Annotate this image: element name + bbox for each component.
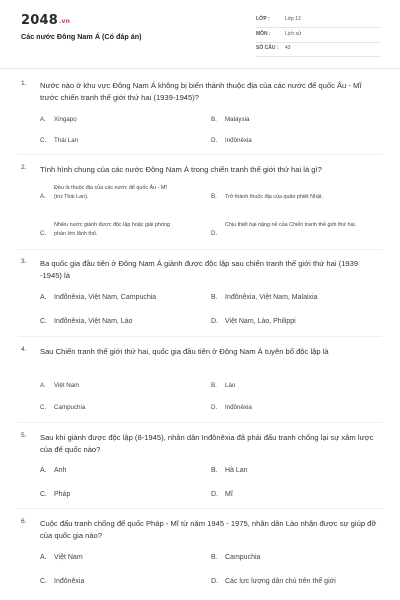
option-letter: C. — [40, 318, 47, 325]
option-text: Trở thành thuộc địa của quân phiệt Nhật. — [225, 194, 324, 200]
option-letter: A. — [40, 294, 47, 301]
question-text: Nước nào ở khu vực Đông Nam Á không bị biến thành thuộc địa của các nước đế quốc Âu - Mĩ trước chiến tranh thế giới thứ hai (1939-1945)? — [40, 81, 362, 103]
meta-row-count — [256, 43, 381, 57]
option-letter: B. — [211, 467, 218, 474]
option-text: Inđônêxia — [225, 137, 252, 144]
option-letter: A. — [40, 382, 46, 389]
option-text: Inđônêxia — [225, 404, 252, 411]
option-letter: A. — [40, 467, 47, 474]
option-text: Campuchia — [54, 404, 86, 411]
option-text: Việt Nam — [54, 554, 83, 561]
option-text: Mĩ — [225, 491, 233, 498]
option-letter: A. — [40, 116, 46, 123]
option-text: Malaysia — [225, 116, 250, 123]
meta-value-count: 43 — [285, 45, 291, 51]
option-letter: A. — [40, 554, 47, 561]
header-divider — [0, 68, 400, 69]
option-letter: B. — [211, 116, 217, 123]
option-text: Các lực lượng dân chủ trên thế giới — [225, 578, 336, 585]
option-letter: D. — [211, 491, 218, 498]
question-text: Ba quốc gia đầu tiên ở Đông Nam Á giành được độc lập sau chiến tranh thế giới thứ hai (1939 -1945) là — [40, 259, 359, 281]
meta-value-class: Lớp 12 — [285, 16, 301, 22]
option-letter: B. — [211, 294, 218, 301]
question-number: 1. — [21, 80, 27, 87]
option-letter: B. — [211, 193, 217, 200]
question-text: Sau khi giành được độc lập (8-1945), nhân dân Inđônêxia đã phải đấu tranh chống lại sự xâm lược của đế quốc nào? — [40, 433, 374, 455]
option-letter: C. — [40, 578, 47, 585]
question-divider — [18, 508, 382, 509]
question-number: 4. — [21, 346, 27, 353]
question-divider — [18, 336, 382, 337]
option-text: Hà Lan — [225, 467, 248, 474]
option-letter: D. — [211, 404, 218, 411]
logo-domain: .vn — [58, 18, 71, 25]
question-number: 3. — [21, 258, 27, 265]
option-text: Inđônêxia, Việt Nam, Malaixia — [225, 294, 318, 301]
option-text: Nhiều nước giành được độc lập hoặc giải phóng phần lớn lãnh thổ. — [54, 222, 170, 237]
option-text: Campuchia — [225, 554, 261, 561]
option-text: Chịu thiệt hại nặng nề của Chiến tranh thế giới thứ hai. — [225, 222, 357, 228]
option-letter: B. — [211, 554, 218, 561]
document-title: Các nước Đông Nam Á (Có đáp án) — [21, 32, 142, 41]
option-letter: D. — [211, 230, 218, 237]
option-text: Inđônêxia, Việt Nam, Lào — [54, 318, 133, 325]
option-letter: C. — [40, 404, 47, 411]
option-letter: C. — [40, 137, 47, 144]
meta-key-class: LỚP : — [256, 16, 270, 22]
option-text: Inđônêxia — [54, 578, 85, 585]
question-text: Cuộc đấu tranh chống đế quốc Pháp - Mĩ từ năm 1945 - 1975, nhân dân Lào nhận được sự giúp đỡ của quốc gia nào? — [40, 519, 377, 541]
option-text: Pháp — [54, 491, 71, 498]
option-letter: B. — [211, 382, 217, 389]
question-divider — [18, 422, 382, 423]
option-text: Việt Nam — [54, 382, 80, 389]
meta-key-count: SỐ CÂU : — [256, 45, 279, 51]
option-letter: C. — [40, 230, 47, 237]
option-text: Inđônêxia, Việt Nam, Campuchia — [54, 294, 157, 301]
question-number: 2. — [21, 164, 27, 171]
option-text: Thái Lan — [54, 137, 79, 144]
site-logo[interactable] — [21, 13, 70, 28]
meta-key-subject: MÔN : — [256, 31, 271, 37]
option-letter: D. — [211, 318, 218, 325]
logo-text: 2048 — [21, 13, 58, 28]
question-text: Tình hình chung của các nước Đông Nam Á trong chiến tranh thế giới thứ hai là gì? — [40, 165, 322, 174]
option-text: Lào — [225, 382, 236, 389]
option-letter: C. — [40, 491, 47, 498]
option-text: Anh — [54, 467, 67, 474]
option-text: Đều là thuộc địa của các nước đế quốc Âu - Mĩ (trừ Thái Lan). — [54, 185, 167, 200]
option-letter: D. — [211, 578, 218, 585]
question-number: 5. — [21, 432, 27, 439]
meta-row-subject — [256, 29, 381, 43]
option-text: Việt Nam, Lào, Philippi — [225, 318, 296, 325]
option-letter: A. — [40, 193, 46, 200]
option-letter: D. — [211, 137, 218, 144]
worksheet-header — [0, 0, 400, 68]
question-divider — [18, 154, 382, 155]
question-divider — [18, 249, 382, 250]
question-number: 6. — [21, 518, 27, 525]
meta-value-subject: Lịch sử — [285, 31, 302, 37]
option-text: Xingapo — [54, 116, 77, 123]
question-text: Sau Chiến tranh thế giới thứ hai, quốc gia đầu tiên ở Đông Nam Á tuyên bố độc lập là — [40, 347, 329, 356]
meta-row-class — [256, 14, 381, 28]
